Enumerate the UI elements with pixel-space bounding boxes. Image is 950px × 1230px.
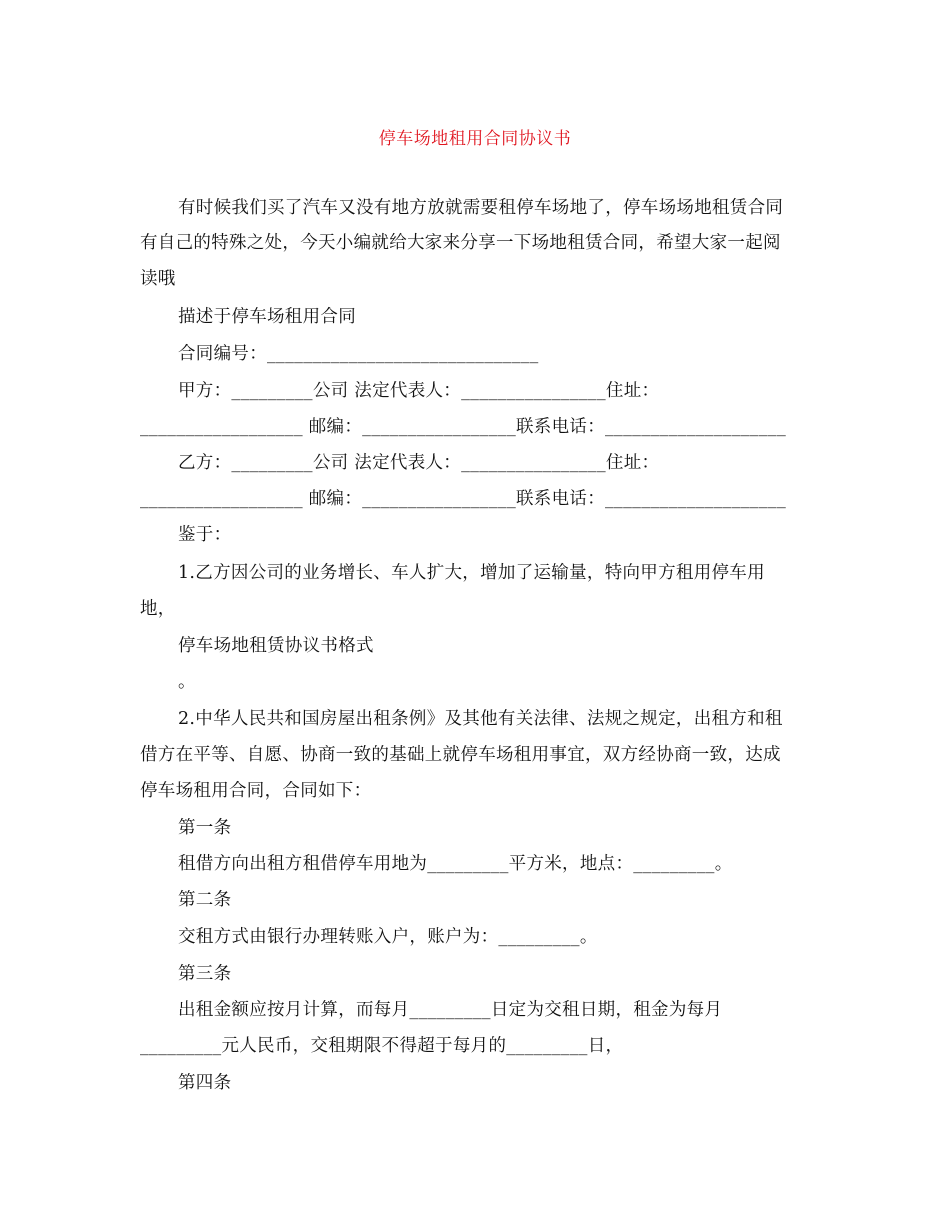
paragraph-line: 描述于停车场租用合同 [178,307,356,327]
paragraph-line: 2.中华人民共和国房屋出租条例》及其他有关法律、法规之规定，出租方和租 [178,709,783,729]
party-a-contact-line: __________________ 邮编：_________________联系电话：____________________ [140,417,787,437]
party-b-contact-line: __________________ 邮编：_________________联系电话：____________________ [140,489,787,509]
paragraph-line: 鉴于： [178,525,232,545]
article-heading: 第三条 [178,964,232,984]
paragraph-line: 。 [178,672,196,692]
party-b-line: 乙方：_________公司 法定代表人：________________住址： [178,453,660,473]
paragraph-line: 出租金额应按月计算，而每月_________日定为交租日期，租金为每月 [178,1000,723,1020]
contract-number-line: 合同编号：______________________________ [178,344,539,364]
paragraph-line: 租借方向出租方租借停车用地为_________平方米，地点：_________。 [178,854,733,874]
party-a-line: 甲方：_________公司 法定代表人：________________住址： [178,381,660,401]
paragraph-line: 有自己的特殊之处，今天小编就给大家来分享一下场地租赁合同，希望大家一起阅 [140,233,781,253]
article-heading: 第一条 [178,818,232,838]
paragraph-line: 读哦 [140,269,176,289]
paragraph-line: 1.乙方因公司的业务增长、车人扩大，增加了运输量，特向甲方租用停车用 [178,563,765,583]
paragraph-line: 交租方式由银行办理转账入户，账户为：_________。 [178,927,598,947]
paragraph-line: 停车场地租赁协议书格式 [178,636,374,656]
paragraph-line: 有时候我们买了汽车又没有地方放就需要租停车场地了，停车场场地租赁合同 [178,198,784,218]
paragraph-line: 借方在平等、自愿、协商一致的基础上就停车场租用事宜，双方经协商一致，达成 [140,745,781,765]
paragraph-line: 地， [140,599,176,619]
paragraph-line: 停车场租用合同，合同如下： [140,781,372,801]
article-heading: 第二条 [178,890,232,910]
article-heading: 第四条 [178,1073,232,1093]
paragraph-line: _________元人民币，交租期限不得超于每月的_________日， [140,1036,624,1056]
document-title: 停车场地租用合同协议书 [378,129,572,149]
